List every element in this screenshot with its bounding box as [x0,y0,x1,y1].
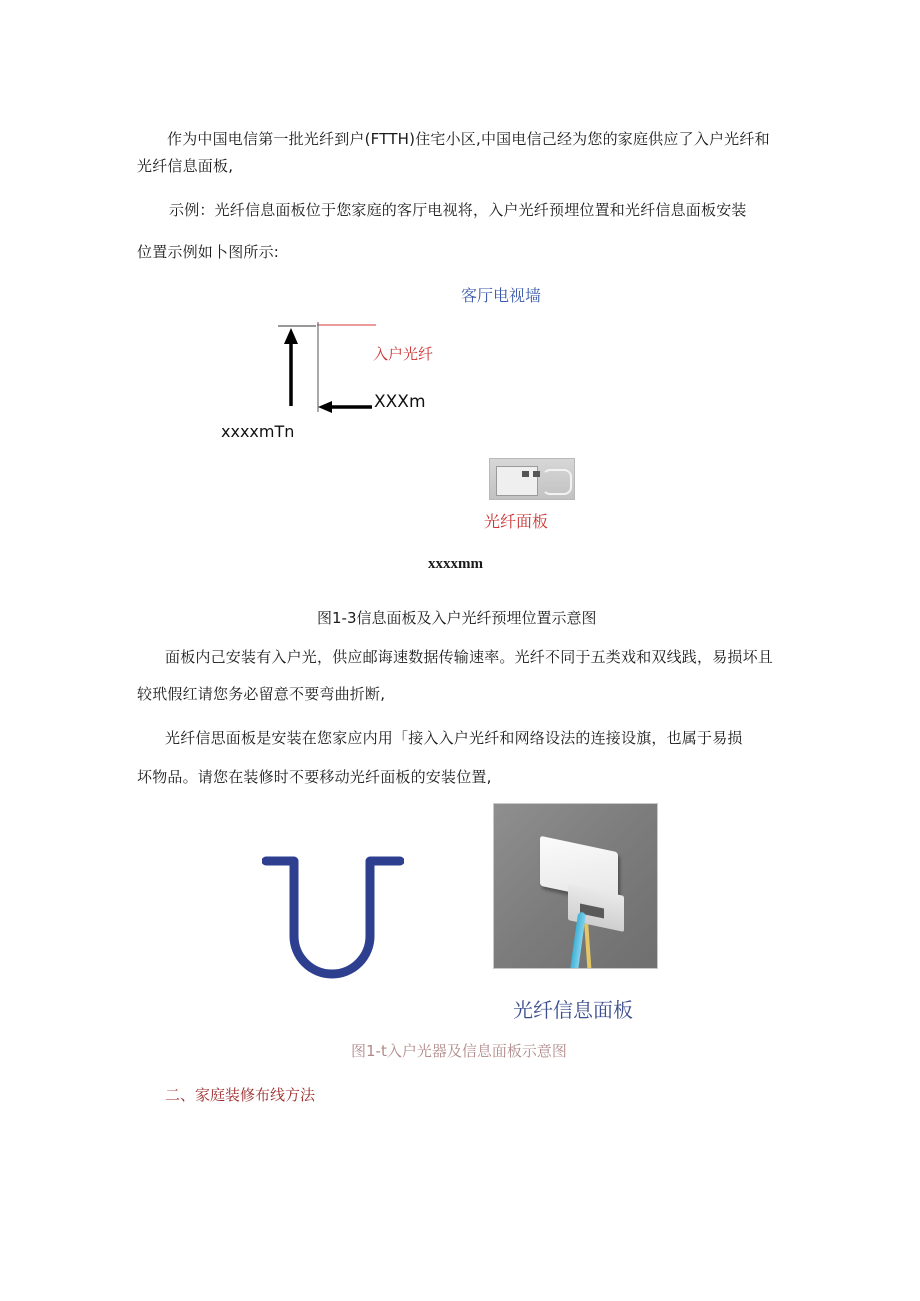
vertical-dimension: xxxxmTn [221,422,295,441]
wall-label: 客厅电视墙 [461,286,542,305]
panel-photo-large [493,803,658,969]
u-shape [266,861,400,974]
paragraph-2-line-2: 位置示例如卜图所示: [137,243,280,261]
panel-port [533,471,540,477]
vertical-arrow-head [284,328,298,344]
panel-label: 光纤面板 [484,512,549,531]
u-shape-illustration [262,852,404,1012]
paragraph-4-line-1: 光纤信思面板是安装在您家应内用「接入入户光纤和网络设法的连接设旗，也属于易损 [165,729,743,747]
fiber-label: 入户光纤 [373,345,434,363]
section-heading: 二、家庭装修布线方法 [165,1086,316,1104]
panel-cable [542,469,572,495]
panel-port [522,471,529,477]
paragraph-1-line-2: 光纤信息面板, [137,157,234,175]
horizontal-dimension: XXXm [374,392,426,412]
paragraph-4-line-2: 坏物品。请您在装修时不要移动光纤面板的安装位置, [137,768,492,786]
info-panel-label: 光纤信息面板 [513,998,633,1022]
position-diagram [270,318,390,418]
paragraph-1-line-1: 作为中国电信第一批光纤到户(FTTH)住宅小区,中国电信己经为您的家庭供应了入户光纤和 [167,130,770,148]
figure-2-caption: 图1-t入户光器及信息面板示意图 [351,1042,567,1060]
paragraph-3-line-2: 较玳假红请您务必留意不要弯曲折断, [137,685,386,703]
panel-box [496,466,538,496]
horizontal-arrow-head [318,401,332,413]
bottom-dimension: xxxxmm [428,556,483,572]
paragraph-3-line-1: 面板内己安装有入户光，供应邮诲速数据传输速率。光纤不同于五类戏和双线践，易损坏且 [165,648,774,666]
panel-photo-small [489,458,575,500]
paragraph-2-line-1: 示例：光纤信息面板位于您家庭的客厅电视将，入户光纤预埋位置和光纤信息面板安装 [169,201,747,219]
figure-1-caption: 图1-3信息面板及入户光纤预埋位置示意图 [317,609,597,627]
fiber-cable-yellow [584,924,591,969]
